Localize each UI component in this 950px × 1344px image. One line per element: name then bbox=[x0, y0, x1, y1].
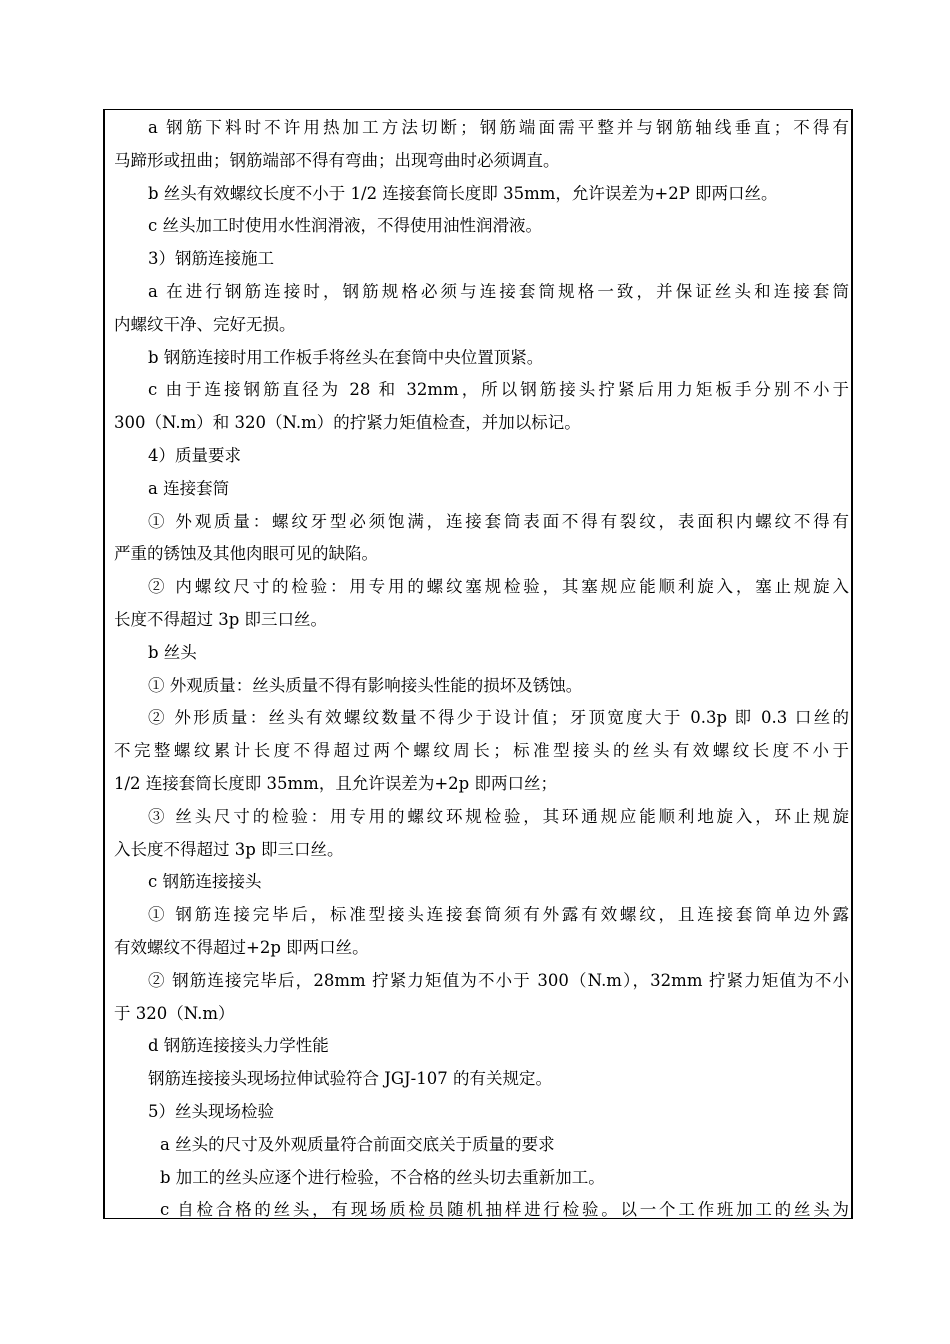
text-line: 入长度不得超过 3p 即三口丝。 bbox=[114, 839, 344, 859]
text-line: ② 内螺纹尺寸的检验：用专用的螺纹塞规检验，其塞规应能顺利旋入，塞止规旋入 bbox=[148, 577, 849, 597]
text-line: a 丝头的尺寸及外观质量符合前面交底关于质量的要求 bbox=[160, 1134, 555, 1154]
text-line: a 钢筋下料时不许用热加工方法切断；钢筋端面需平整并与钢筋轴线垂直；不得有 bbox=[148, 118, 849, 137]
text-line: ① 外观质量：螺纹牙型必须饱满，连接套筒表面不得有裂纹，表面积内螺纹不得有 bbox=[148, 511, 849, 531]
text-line: 严重的锈蚀及其他肉眼可见的缺陷。 bbox=[114, 544, 378, 564]
text-line: ② 钢筋连接完毕后，28mm 拧紧力矩值为不小于 300（N.m），32mm 拧紧力矩值为不小 bbox=[148, 970, 849, 990]
text-line: 不完整螺纹累计长度不得超过两个螺纹周长；标准型接头的丝头有效螺纹长度不小于 bbox=[114, 741, 849, 761]
text-line: 1/2 连接套筒长度即 35mm，且允许误差为+2p 即两口丝； bbox=[114, 773, 557, 793]
text-line: a 在进行钢筋连接时，钢筋规格必须与连接套筒规格一致，并保证丝头和连接套筒 bbox=[148, 281, 849, 301]
text-line: ③ 丝头尺寸的检验：用专用的螺纹环规检验，其环通规应能顺利地旋入，环止规旋 bbox=[148, 806, 849, 826]
document-body bbox=[114, 112, 849, 1227]
text-line: c 丝头加工时使用水性润滑液，不得使用油性润滑液。 bbox=[148, 216, 542, 236]
text-line: b 丝头有效螺纹长度不小于 1/2 连接套筒长度即 35mm，允许误差为+2P 即两口丝。 bbox=[148, 183, 778, 203]
text-line: 内螺纹干净、完好无损。 bbox=[114, 314, 296, 334]
text-line: ② 外形质量：丝头有效螺纹数量不得少于设计值；牙顶宽度大于 0.3p 即 0.3 口丝的 bbox=[148, 708, 849, 728]
text-line: b 加工的丝头应逐个进行检验，不合格的丝头切去重新加工。 bbox=[160, 1167, 605, 1187]
text-line: 于 320（N.m） bbox=[114, 1003, 235, 1023]
text-line: 4）质量要求 bbox=[148, 445, 241, 465]
text-line: 3）钢筋连接施工 bbox=[148, 249, 274, 269]
text-line: c 钢筋连接接头 bbox=[148, 872, 262, 892]
text-line: 钢筋连接接头现场拉伸试验符合 JGJ-107 的有关规定。 bbox=[148, 1069, 552, 1089]
text-line: ① 钢筋连接完毕后，标准型接头连接套筒须有外露有效螺纹，且连接套筒单边外露 bbox=[148, 905, 849, 925]
text-line: 300（N.m）和 320（N.m）的拧紧力矩值检查，并加以标记。 bbox=[114, 413, 581, 433]
text-line: b 丝头 bbox=[148, 642, 197, 662]
text-line: 有效螺纹不得超过+2p 即两口丝。 bbox=[114, 937, 369, 957]
text-line: a 连接套筒 bbox=[148, 478, 230, 498]
text-line: d 钢筋连接接头力学性能 bbox=[148, 1036, 329, 1056]
text-line: ① 外观质量：丝头质量不得有影响接头性能的损坏及锈蚀。 bbox=[148, 675, 583, 695]
text-line: 5）丝头现场检验 bbox=[148, 1101, 274, 1121]
text-line: c 由于连接钢筋直径为 28 和 32mm，所以钢筋接头拧紧后用力矩板手分别不小于 bbox=[148, 380, 849, 400]
text-line: 长度不得超过 3p 即三口丝。 bbox=[114, 609, 328, 629]
text-line: c 自检合格的丝头，有现场质检员随机抽样进行检验。以一个工作班加工的丝头为 bbox=[160, 1200, 849, 1220]
text-line: 马蹄形或扭曲；钢筋端部不得有弯曲；出现弯曲时必须调直。 bbox=[114, 150, 560, 170]
text-line: b 钢筋连接时用工作板手将丝头在套筒中央位置顶紧。 bbox=[148, 347, 544, 367]
